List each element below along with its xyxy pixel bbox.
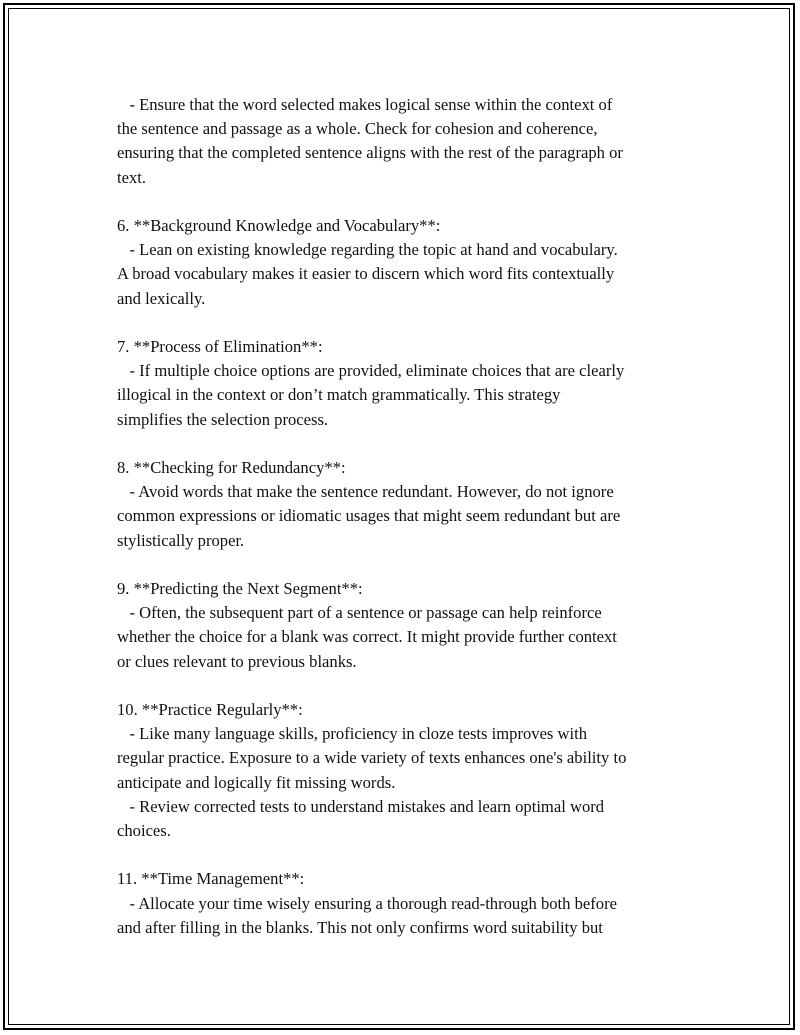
- document-body: [117, 93, 697, 964]
- text-line: - Like many language skills, proficiency in cloze tests improves with: [117, 724, 588, 744]
- paragraph-context-check: [117, 93, 697, 190]
- text-line: the sentence and passage as a whole. Check for cohesion and coherence,: [117, 119, 598, 139]
- section-practice-regularly: [117, 698, 697, 843]
- text-line: regular practice. Exposure to a wide variety of texts enhances one's ability to: [117, 748, 627, 768]
- text-line: anticipate and logically fit missing words.: [117, 772, 396, 792]
- text-line: - Avoid words that make the sentence redundant. However, do not ignore: [117, 482, 614, 502]
- section-heading: 11. **Time Management**:: [117, 869, 305, 889]
- section-heading: 10. **Practice Regularly**:: [117, 700, 303, 719]
- section-heading: 8. **Checking for Redundancy**:: [117, 458, 346, 477]
- text-line: ensuring that the completed sentence aligns with the rest of the paragraph or: [117, 143, 623, 163]
- section-background-knowledge: [117, 214, 697, 311]
- text-line: text.: [117, 167, 147, 187]
- section-process-of-elimination: [117, 335, 697, 432]
- section-predicting-next-segment: [117, 577, 697, 674]
- text-line: - Often, the subsequent part of a sentence or passage can help reinforce: [117, 603, 602, 623]
- text-line: simplifies the selection process.: [117, 409, 329, 429]
- text-line: illogical in the context or don’t match grammatically. This strategy: [117, 385, 561, 405]
- section-checking-redundancy: [117, 456, 697, 553]
- section-time-management: [117, 867, 697, 940]
- text-line: or clues relevant to previous blanks.: [117, 651, 357, 671]
- text-line: - Lean on existing knowledge regarding the topic at hand and vocabulary.: [117, 240, 618, 260]
- text-line: and after filling in the blanks. This not only confirms word suitability but: [117, 917, 603, 937]
- section-heading: 7. **Process of Elimination**:: [117, 337, 323, 356]
- text-line: common expressions or idiomatic usages that might seem redundant but are: [117, 506, 621, 526]
- text-line: stylistically proper.: [117, 530, 245, 550]
- text-line: - Ensure that the word selected makes logical sense within the context of: [117, 95, 613, 114]
- text-line: - Review corrected tests to understand mistakes and learn optimal word: [117, 796, 605, 816]
- text-line: choices.: [117, 821, 171, 841]
- text-line: whether the choice for a blank was correct. It might provide further context: [117, 627, 617, 647]
- section-heading: 6. **Background Knowledge and Vocabulary**:: [117, 216, 441, 235]
- text-line: - Allocate your time wisely ensuring a thorough read-through both before: [117, 893, 617, 913]
- text-line: and lexically.: [117, 288, 206, 308]
- text-line: A broad vocabulary makes it easier to discern which word fits contextually: [117, 264, 615, 284]
- section-heading: 9. **Predicting the Next Segment**:: [117, 579, 363, 598]
- text-line: - If multiple choice options are provided, eliminate choices that are clearly: [117, 361, 625, 381]
